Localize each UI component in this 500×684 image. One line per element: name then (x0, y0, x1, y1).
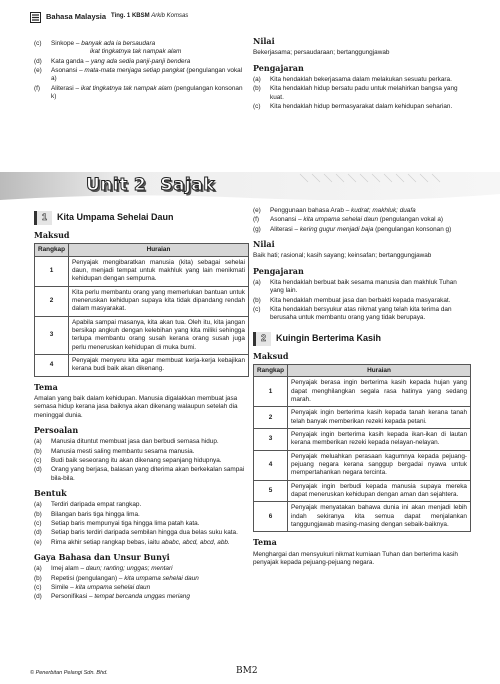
pengajaran-heading: Pengajaran (253, 62, 304, 73)
unit-label: Unit (86, 175, 128, 195)
tema-heading: Tema (34, 381, 58, 392)
table-row: 3 Penyajak ingin berterima kasih kepada ikan-ikan di lautan kerana memberikan rezeki kepada nelayan-nelayan. (254, 429, 471, 451)
poem1-meaning-table: Rangkap Huraian 1 Penyajak mengibaratkan manusia (kita) sebagai sehelai daun, menjadi tempat untuk makhluk yang lain menikmati kehidupan dengan sempurna. 2 Kita perlu membantu orang yang memerlukan bantuan untuk meneruskan kehidupan supaya kita tidak dipandang rendah dalam masyarakat. 3 Apabila sampai masanya, kita akan tua. Oleh itu, kita jangan bersikap angkuh dengan kelebihan yang kita miliki sehingga terlupa membantu orang susah kerana orang susah juga perlu meneruskan kehidupan di muka bumi. 4 Penyajak menyeru kita agar membuat kerja-kerja kebajikan kerana budi baik akan dikenang. (34, 243, 249, 376)
pengajaran-heading: Pengajaran (253, 265, 304, 276)
table-row: 5 Penyajak ingin berbudi kepada manusia supaya mereka dapat meneruskan kehidupan dengan aman dan sejahtera. (254, 480, 471, 502)
poem1-title: Kita Umpama Sehelai Daun (57, 212, 174, 223)
page-number: BM2 (236, 666, 258, 676)
poem2-number: 2 (253, 332, 271, 346)
poem1-number: 1 (34, 211, 52, 225)
poem1-header (34, 211, 249, 225)
unit-banner (0, 170, 500, 202)
top-right-section: Nilai Bekerjasama; persaudaraan; bertanggungjawab Pengajaran (a) Kita hendaklah bekerjasama dalam melakukan sesuatu perkara. (b) Kita hendaklah hidup bersatu padu untuk melahirkan bangsa yang kuat. (c) Kita hendaklah hidup bermasyarakat dalam kehidupan seharian. (253, 36, 471, 112)
poem1-section: 1 Kita Umpama Sehelai Daun Maksud Rangkap Huraian 1 Penyajak mengibaratkan manusia (kita) sebagai sehelai daun, menjadi tempat untuk makhluk yang lain menikmati kehidupan dengan sempurna. 2 Kita perlu membantu orang yang memerlukan bantuan untuk meneruskan kehidupan supaya kita tidak dipandang rendah dalam masyarakat. 3 Apabila sampai masanya, kita akan tua. Oleh itu, kita jangan bersikap angkuh dengan kelebihan yang kita miliki sehingga terlupa membantu orang susah kerana orang susah juga perlu meneruskan kehidupan di muka bumi. 4 Penyajak menyeru kita agar membuat kerja-kerja kebajikan kerana budi baik akan dikenang. Tema Amalan yang baik dalam kehidupan. Manusia digalakkan membuat jasa semasa hidup kerana jasa baiknya akan dikenang walaupun setelah dia meninggal dunia. Persoalan (a) Manusia dituntut membuat jasa dan berbudi semasa hidup. (b) Manusia mesti saling membantu sesama manusia. (c) Budi baik seseorang itu akan dikenang sepanjang hidupnya. (d) Orang yang berjasa, balasan yang diterima akan berkekalan sampai bila-bila. Bentuk (a) Terdiri daripada empat rangkap. (b) Bilangan baris tiga hingga lima. (c) Setiap baris mempunyai tiga hingga lima patah kata. (d) Setiap baris terdiri daripada sembilan hingga dua belas suku kata. (e) Rima akhir setiap rangkap bebas, iaitu ababc, abcd, abcd, abb. Gaya Bahasa dan Unsur Bunyi (a) Imej alam – daun; ranting; unggas; mentari (b) Repetisi (pengulangan) – kita umpama sehelai daun (c) Simile – kita umpama sehelai daun (d) Personifikasi – tempat bercanda unggas meriang (34, 207, 249, 603)
maksud-heading: Maksud (34, 230, 70, 240)
header-subtitle: Ting. 1 KBSM Arkib Komsas (111, 13, 189, 20)
right-column: (e) Penggunaan bahasa Arab – kudrat; makhluk; duafa (f) Asonansi – kita umpama sehelai daun (pengulangan vokal a) (g) Aliterasi – kering gugur menjadi baja (pengulangan konsonan g) Nilai Baik hati; rasional; kasih sayang; keinsafan; bertanggungjawab Pengajaran (a) Kita hendaklah berbuat baik sesama manusia dan makhluk Tuhan yang lain. (b) Kita hendaklah membuat jasa dan berbakti kepada masyarakat. (c) Kita hendaklah bersyukur atas nikmat yang telah kita terima dan berusaha untuk membantu orang yang tidak berupaya. 2 Kuingin Berterima Kasih Maksud Rangkap Huraian 1 Penyajak berasa ingin berterima kasih kepada hujan yang dapat menghilangkan segala rasa hatinya yang sedang marah. 2 Penyajak ingin berterima kasih kepada tanah kerana tanah telah banyak memberikan rezeki kepada petani. 3 Penyajak ingin berterima kasih kepada ikan-ikan di lautan kerana memberikan rezeki kepada nelayan-nelayan. 4 Penyajak meluahkan perasaan kagumnya kepada pejuang-pejuang negara kerana sanggup bergadai nyawa untuk mempertahankan negara tercinta. 5 Penyajak ingin berbudi kepada manusia supaya mereka dapat meneruskan kehidupan dengan aman dan sejahtera. 6 Penyajak menyatakan bahawa dunia ini akan menjadi lebih indah sekiranya kita semua dapat menjalankan tanggungjawab masing-masing dengan sebaik-baiknya. Tema Menghargai dan mensyukuri nikmat kurniaan Tuhan dan berterima kasih penyajak kepada pejuang-pejuang negara. (253, 207, 471, 569)
unit-title: Sajak (160, 175, 216, 195)
gaya-bahasa-heading: Gaya Bahasa dan Unsur Bunyi (34, 552, 170, 563)
table-row: 2 Penyajak ingin berterima kasih kepada tanah kerana tanah telah banyak memberikan rezeki kepada petani. (254, 407, 471, 429)
book-logo-icon (30, 12, 41, 23)
page-header (30, 10, 475, 24)
poem2-title: Kuingin Berterima Kasih (276, 332, 382, 343)
poem2-header (253, 332, 471, 346)
unit-number: 2 (133, 175, 147, 195)
table-row: 3 Apabila sampai masanya, kita akan tua. Oleh itu, kita jangan bersikap angkuh dengan kelebihan yang kita miliki sehingga terlupa membantu orang susah kerana orang susah juga perlu meneruskan kehidupan di muka bumi. (35, 316, 249, 354)
table-row: 1 Penyajak mengibaratkan manusia (kita) sebagai sehelai daun, menjadi tempat untuk makhluk yang lain menikmati kehidupan dengan sempurna. (35, 256, 249, 286)
tema-heading: Tema (253, 537, 277, 548)
nilai-heading: Nilai (253, 238, 275, 249)
top-left-list: (c) Sinkope – banyak ada ia bersaudara ikat tingkatnya tak nampak alam (d) Kata ganda – yang ada sedia panji-panji bendera (e) Asonansi – mata-mata menjaga setiap pangkat (pengulangan vokal a) (f) Aliterasi – ikat tingkatnya tak nampak alam (pengulangan konsonan k) (34, 40, 243, 100)
persoalan-heading: Persoalan (34, 425, 79, 436)
poem2-meaning-table: Rangkap Huraian 1 Penyajak berasa ingin berterima kasih kepada hujan yang dapat menghilangkan segala rasa hatinya yang sedang marah. 2 Penyajak ingin berterima kasih kepada tanah kerana tanah telah banyak memberikan rezeki kepada petani. 3 Penyajak ingin berterima kasih kepada ikan-ikan di lautan kerana memberikan rezeki kepada nelayan-nelayan. 4 Penyajak meluahkan perasaan kagumnya kepada pejuang-pejuang negara kerana sanggup bergadai nyawa untuk mempertahankan negara tercinta. 5 Penyajak ingin berbudi kepada manusia supaya mereka dapat meneruskan kehidupan dengan aman dan sejahtera. 6 Penyajak menyatakan bahawa dunia ini akan menjadi lebih indah sekiranya kita semua dapat menjalankan tanggungjawab masing-masing dengan sebaik-baiknya. (253, 364, 471, 532)
table-row: 4 Penyajak menyeru kita agar membuat kerja-kerja kebajikan kerana budi baik akan dikenang. (35, 355, 249, 377)
bentuk-heading: Bentuk (34, 488, 67, 499)
publisher-credit: © Penerbitan Pelangi Sdn. Bhd. (30, 670, 108, 676)
table-row: 4 Penyajak meluahkan perasaan kagumnya kepada pejuang-pejuang negara kerana sanggup bergadai nyawa untuk mempertahankan negara tercinta. (254, 450, 471, 480)
table-row: 1 Penyajak berasa ingin berterima kasih kepada hujan yang dapat menghilangkan segala rasa hatinya yang sedang marah. (254, 377, 471, 407)
subject-title: Bahasa Malaysia (46, 12, 107, 22)
table-row: 2 Kita perlu membantu orang yang memerlukan bantuan untuk meneruskan kehidupan supaya kita tidak dipandang rendah dalam masyarakat. (35, 286, 249, 316)
table-row: 6 Penyajak menyatakan bahawa dunia ini akan menjadi lebih indah sekiranya kita semua dapat menjalankan tanggungjawab masing-masing dengan sebaik-baiknya. (254, 502, 471, 532)
maksud-heading: Maksud (253, 350, 289, 361)
nilai-heading: Nilai (253, 36, 275, 46)
